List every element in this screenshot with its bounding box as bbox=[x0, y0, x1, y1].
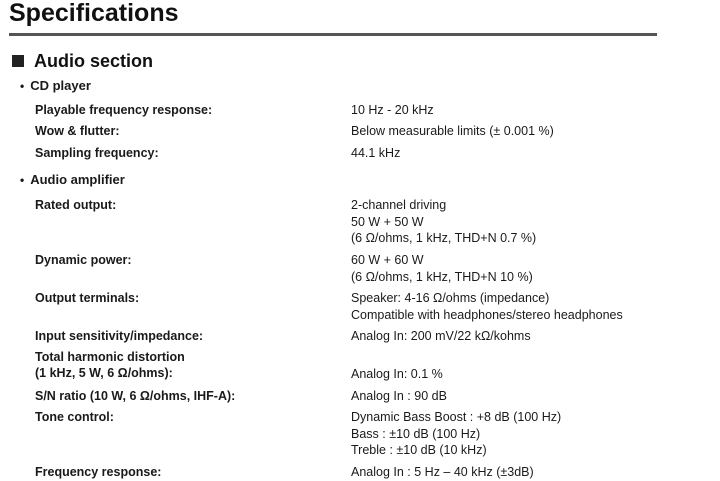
spec-value-line: Speaker: 4-16 Ω/ohms (impedance) bbox=[351, 291, 550, 305]
spec-label-dynamic-power: Dynamic power: bbox=[35, 253, 132, 267]
spec-value-sampling-frequency bbox=[351, 145, 716, 162]
spec-value-tone-control bbox=[351, 409, 716, 459]
spec-label-frequency-response: Frequency response: bbox=[35, 465, 162, 479]
spec-value-line: 2-channel driving bbox=[351, 198, 447, 212]
spec-value-total-harmonic-distortion bbox=[351, 366, 716, 383]
spec-value-line: 60 W + 60 W bbox=[351, 253, 424, 267]
spec-label-total-harmonic-distortion bbox=[35, 349, 340, 381]
spec-value-rated-output bbox=[351, 197, 716, 247]
black-square-icon bbox=[12, 55, 24, 67]
spec-value-line: Bass : ±10 dB (100 Hz) bbox=[351, 426, 481, 441]
spec-label-tone-control: Tone control: bbox=[35, 410, 114, 424]
spec-value-line: Analog In : 5 Hz – 40 kHz (±3dB) bbox=[351, 465, 534, 479]
spec-value-output-terminals bbox=[351, 290, 716, 323]
spec-value-frequency-response bbox=[351, 464, 716, 481]
spec-value-line: Analog In: 200 mV/22 kΩ/kohms bbox=[351, 329, 531, 343]
subsection-cd-player bbox=[20, 78, 91, 94]
subsection-label: CD player bbox=[30, 78, 91, 93]
title-divider bbox=[9, 33, 657, 36]
bullet-icon: • bbox=[20, 173, 25, 187]
spec-value-line: 10 Hz - 20 kHz bbox=[351, 103, 434, 117]
spec-label-sampling-frequency: Sampling frequency: bbox=[35, 146, 159, 160]
spec-value-line: Below measurable limits (± 0.001 %) bbox=[351, 124, 554, 138]
spec-value-line: Analog In: 0.1 % bbox=[351, 367, 443, 381]
spec-value-line: Dynamic Bass Boost : +8 dB (100 Hz) bbox=[351, 410, 562, 424]
spec-value-line: Analog In : 90 dB bbox=[351, 389, 447, 403]
spec-value-wow-flutter bbox=[351, 123, 716, 140]
spec-label-sn-ratio: S/N ratio (10 W, 6 Ω/ohms, IHF-A): bbox=[35, 389, 236, 403]
spec-value-line: (6 Ω/ohms, 1 kHz, THD+N 0.7 %) bbox=[351, 231, 537, 245]
spec-label-input-sensitivity-impedance: Input sensitivity/impedance: bbox=[35, 329, 204, 343]
page-title: Specifications bbox=[9, 0, 179, 27]
spec-value-line: 50 W + 50 W bbox=[351, 214, 424, 229]
subsection-label: Audio amplifier bbox=[30, 172, 125, 187]
spec-value-line: 44.1 kHz bbox=[351, 146, 401, 160]
spec-value-dynamic-power bbox=[351, 252, 716, 285]
spec-value-line: Compatible with headphones/stereo headphones bbox=[351, 307, 623, 322]
spec-value-playable-frequency-response bbox=[351, 102, 716, 119]
section-heading-audio bbox=[12, 51, 153, 71]
spec-label-line: Total harmonic distortion bbox=[35, 350, 185, 364]
spec-value-line: Treble : ±10 dB (10 kHz) bbox=[351, 443, 487, 457]
spec-label-line: (1 kHz, 5 W, 6 Ω/ohms): bbox=[35, 366, 173, 380]
spec-value-line: (6 Ω/ohms, 1 kHz, THD+N 10 %) bbox=[351, 269, 533, 284]
spec-value-sn-ratio bbox=[351, 388, 716, 405]
spec-label-playable-frequency-response: Playable frequency response: bbox=[35, 103, 213, 117]
bullet-icon: • bbox=[20, 79, 25, 93]
spec-value-input-sensitivity-impedance bbox=[351, 328, 716, 345]
spec-label-wow-flutter: Wow & flutter: bbox=[35, 124, 120, 138]
spec-label-rated-output: Rated output: bbox=[35, 198, 117, 212]
subsection-audio-amplifier bbox=[20, 172, 125, 188]
spec-label-output-terminals: Output terminals: bbox=[35, 291, 140, 305]
section-heading-label: Audio section bbox=[34, 51, 154, 71]
